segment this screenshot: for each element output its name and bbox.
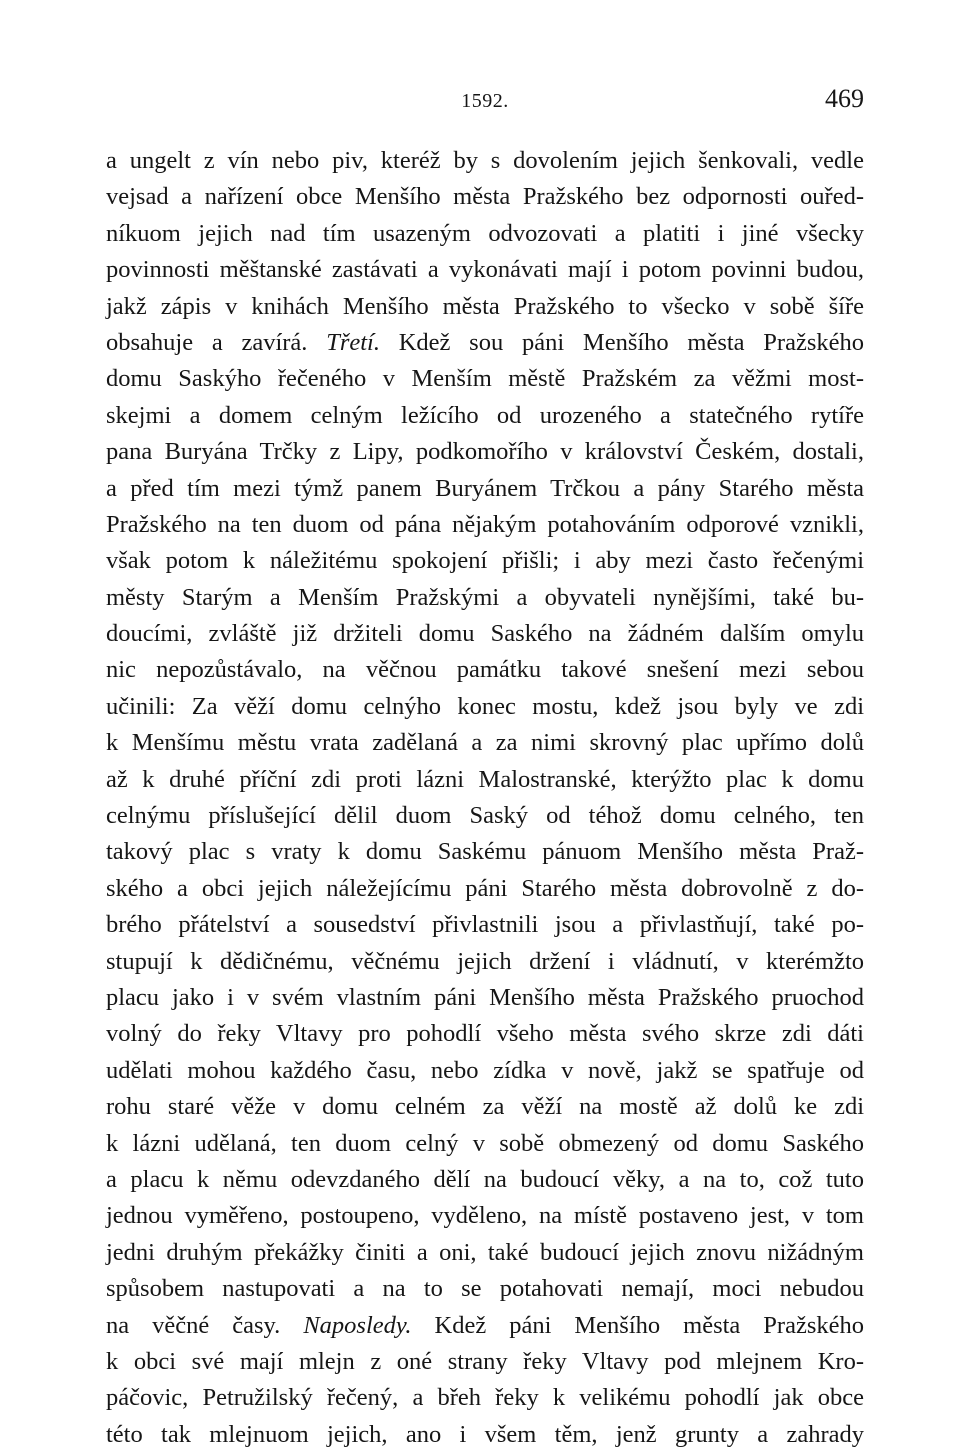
text-line [106,543,864,579]
text-line [106,725,864,761]
text-span: rohu staré věže v domu celném za věží na mostě až dolů ke zdi [106,1093,864,1121]
text-line [106,434,864,470]
text-span: níkuom jejich nad tím usazeným odvozovati a platiti i jiné všecky [106,219,864,247]
text-span: k obci své mají mlejn z oné strany řeky Vltavy pod mlejnem Kro- [106,1347,864,1375]
text-span: volný do řeky Vltavy pro pohodlí všeho města svého skrze zdi dáti [106,1020,864,1048]
text-line [106,871,864,907]
text-line [106,580,864,616]
text-line [106,507,864,543]
text-line [106,1235,864,1271]
text-span: k Menšímu městu vrata zadělaná a za nimi skrovný plac upřímo dolů [106,729,864,757]
text-span: páčovic, Petružilský řečený, a břeh řeky k velikému pohodlí jak obce [106,1384,864,1412]
text-span: obsahuje a zavírá. [106,328,327,356]
text-line [106,1271,864,1307]
text-span: udělati mohou každého času, nebo zídka v nově, jakž se spatřuje od [106,1056,864,1084]
text-line [106,1417,864,1453]
text-span: jedni druhým překážky činiti a oni, také budoucí jejich znovu nižádným [106,1238,864,1266]
text-line [106,762,864,798]
text-span: Kdež sou páni Menšího města Pražského [379,328,865,356]
text-span: stupují k dědičnému, věčnému jejich držení i vládnutí, v kterémžto [106,947,864,975]
text-line [106,325,864,361]
text-span: spůsobem nastupovati a na to se potahovati nemají, moci nebudou [106,1275,864,1303]
text-line [106,1344,864,1380]
text-span: a ungelt z vín nebo piv, kteréž by s dovolením jejich šenkovali, vedle [106,147,864,174]
text-line [106,1162,864,1198]
text-line [106,1198,864,1234]
text-line [106,252,864,288]
text-line [106,471,864,507]
text-span: jednou vyměřeno, postoupeno, vyděleno, na místě postaveno jest, v tom [106,1202,864,1230]
text-line [106,361,864,397]
text-line [106,1308,864,1344]
text-span: celnýmu příslušející dělil duom Saský od téhož domu celného, ten [106,802,864,830]
text-span: ského a obci jejich náležejícímu páni Starého města dobrovolně z do- [106,874,864,902]
text-span: nic nepozůstávalo, na věčnou památku takové snešení mezi sebou [106,656,864,684]
text-line [106,1053,864,1089]
text-span: na věčné časy. [106,1311,304,1339]
text-line [106,980,864,1016]
text-line [106,907,864,943]
text-line [106,1089,864,1125]
text-span: této tak mlejnuom jejich, ano i všem těm, jenž grunty a zahrady [106,1420,864,1448]
text-line [106,689,864,725]
text-line [106,179,864,215]
text-span: a placu k němu odevzdaného dělí na budoucí věky, a na to, což tuto [106,1165,864,1193]
page-number: 469 [825,84,864,113]
italic-heading: Naposledy. [303,1311,412,1339]
italic-heading: Třetí. [326,328,380,356]
text-line [106,798,864,834]
text-span: takový plac s vraty k domu Saskému pánuom Menšího města Praž- [106,838,864,866]
text-span: městy Starým a Menším Pražskými a obyvateli nynějšími, také bu- [106,583,864,611]
text-span: Kdež páni Menšího města Pražského [411,1311,864,1339]
text-line [106,398,864,434]
text-span: Pražského na ten duom od pána nějakým potahováním odporové vznikli, [106,510,864,538]
text-span: doucími, zvláště již držiteli domu Saského na žádném dalším omylu [106,620,864,648]
text-span: skejmi a domem celným ležícího od urozeného a statečného rytíře [106,401,864,429]
page-header [106,84,864,118]
text-line [106,944,864,980]
text-line [106,652,864,688]
text-span: k lázni udělaná, ten duom celný v sobě obmezený od domu Saského [106,1129,864,1157]
text-line [106,616,864,652]
text-span: domu Saskýho řečeného v Menším městě Pražském za věžmi most- [106,365,864,393]
text-span: a před tím mezi týmž panem Buryánem Trčkou a pány Starého města [106,474,864,502]
text-span: učinili: Za věží domu celnýho konec mostu, kdež jsou byly ve zdi [106,692,864,720]
text-span: placu jako i v svém vlastním páni Menšího města Pražského pruochod [106,983,864,1011]
text-line [106,216,864,252]
text-line [106,1380,864,1416]
text-span: až k druhé příční zdi proti lázni Malostranské, kterýžto plac k domu [106,765,864,793]
text-span: však potom k náležitému spokojení přišli; i aby mezi často řečenými [106,547,864,575]
text-line [106,834,864,870]
text-span: pana Buryána Trčky z Lipy, podkomořího v království Českém, dostali, [106,438,864,466]
body-text [106,143,864,1453]
text-line [106,143,864,179]
text-span: vejsad a nařízení obce Menšího města Pražského bez odpornosti ouřed- [106,183,864,211]
running-head-year: 1592. [461,90,509,112]
text-span: jakž zápis v knihách Menšího města Pražského to všecko v sobě šíře [106,292,864,320]
text-span: povinnosti měštanské zastávati a vykonávati mají i potom povinni budou, [106,256,864,284]
text-line [106,1016,864,1052]
text-span: brého přátelství a sousedství přivlastnili jsou a přivlastňují, také po- [106,911,864,939]
text-line [106,289,864,325]
text-line [106,1126,864,1162]
